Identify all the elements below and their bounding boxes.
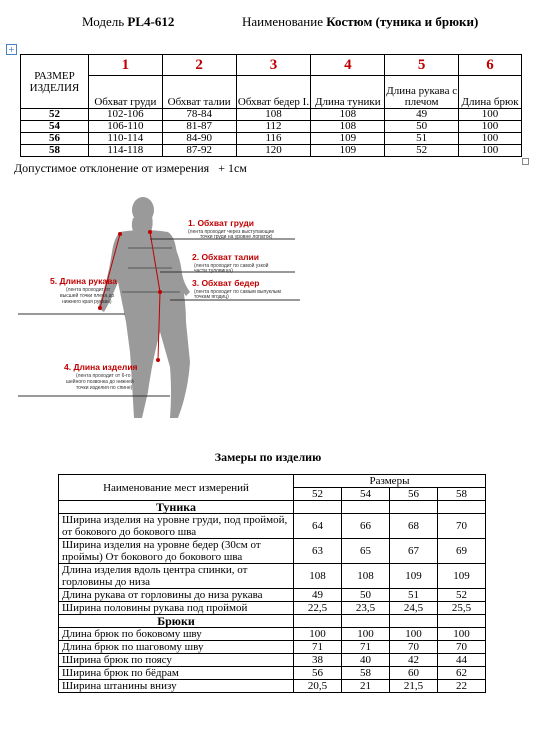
table-cell: 21,5 bbox=[390, 680, 438, 693]
product-name-label: Наименование bbox=[242, 14, 327, 29]
table-cell: 21 bbox=[342, 680, 390, 693]
table-cell: 71 bbox=[342, 641, 390, 654]
col-label: Длина туники bbox=[311, 76, 385, 109]
table-cell: 65 bbox=[342, 539, 390, 564]
table-cell: 78-84 bbox=[162, 109, 236, 121]
table-cell: 63 bbox=[294, 539, 342, 564]
table-cell: 68 bbox=[390, 514, 438, 539]
table-cell: 52 bbox=[438, 589, 486, 602]
label-length-desc: шейного позвонка до нижней bbox=[66, 379, 134, 385]
label-sleeve-desc: высшей точки плеча до bbox=[60, 293, 115, 299]
section-trousers: Брюки bbox=[59, 615, 294, 628]
tolerance-text: Допустимое отклонение от измерения bbox=[14, 161, 210, 175]
row-label: Ширина штанины внизу bbox=[59, 680, 294, 693]
size-col: 56 bbox=[390, 488, 438, 501]
table-cell: 87-92 bbox=[162, 145, 236, 157]
table-row bbox=[21, 109, 522, 121]
size-header: РАЗМЕР ИЗДЕЛИЯ bbox=[21, 55, 89, 109]
table-cell: 64 bbox=[294, 514, 342, 539]
label-length-desc: точки изделия по спине) bbox=[76, 385, 133, 391]
table-row bbox=[21, 121, 522, 133]
col-label: Длина рукава с плечом bbox=[385, 76, 459, 109]
table-row bbox=[21, 133, 522, 145]
table-cell: 23,5 bbox=[342, 602, 390, 615]
size-cell: 52 bbox=[21, 109, 89, 121]
row-label: Ширина изделия на уровне бедер (30см от проймы) От бокового до бокового шва bbox=[59, 539, 294, 564]
row-label: Ширина брюк по бёдрам bbox=[59, 667, 294, 680]
table-row bbox=[59, 564, 486, 589]
row-label: Длина рукава от горловины до низа рукава bbox=[59, 589, 294, 602]
measurement-figure bbox=[0, 192, 536, 424]
label-hips-title: 3. Обхват бедер bbox=[192, 278, 260, 288]
row-label: Ширина половины рукава под проймой bbox=[59, 602, 294, 615]
size-table bbox=[20, 54, 522, 157]
table-cell: 22 bbox=[438, 680, 486, 693]
table-cell: 50 bbox=[385, 121, 459, 133]
table-cell: 71 bbox=[294, 641, 342, 654]
name-header: Наименование мест измерений bbox=[59, 475, 294, 501]
col-label: Длина брюк bbox=[459, 76, 522, 109]
col-label: Обхват груди bbox=[88, 76, 162, 109]
label-length-desc: (лента проходит от 6-го bbox=[76, 373, 131, 379]
table-cell: 50 bbox=[342, 589, 390, 602]
table-cell: 42 bbox=[390, 654, 438, 667]
table-cell: 109 bbox=[390, 564, 438, 589]
table-cell: 102-106 bbox=[88, 109, 162, 121]
label-hips-desc: точкам ягодиц) bbox=[194, 294, 229, 300]
table-row bbox=[59, 514, 486, 539]
table-cell: 81-87 bbox=[162, 121, 236, 133]
label-hips-desc: (лента проходит по самым выпуклым bbox=[194, 289, 281, 295]
col-number: 3 bbox=[236, 55, 311, 76]
col-label: Обхват бедер I. bbox=[236, 76, 311, 109]
label-length-title: 4. Длина изделия bbox=[64, 362, 138, 372]
size-col: 52 bbox=[294, 488, 342, 501]
section-tunic: Туника bbox=[59, 501, 294, 514]
table-cell: 110-114 bbox=[88, 133, 162, 145]
measurements-title: Замеры по изделию bbox=[214, 450, 322, 464]
table-row bbox=[59, 641, 486, 654]
table-cell: 106-110 bbox=[88, 121, 162, 133]
label-sleeve-desc: нижнего края рукава) bbox=[62, 299, 112, 305]
label-chest-desc: (лента проходит через выступающие bbox=[188, 229, 275, 235]
label-waist-title: 2. Обхват талии bbox=[192, 252, 259, 262]
table-cell: 114-118 bbox=[88, 145, 162, 157]
row-label: Ширина брюк по поясу bbox=[59, 654, 294, 667]
table-cell: 49 bbox=[385, 109, 459, 121]
table-cell: 44 bbox=[438, 654, 486, 667]
label-sleeve-desc: (лента проходит от bbox=[66, 287, 111, 293]
product-name-heading bbox=[242, 14, 478, 30]
table-resize-handle[interactable] bbox=[522, 158, 529, 165]
table-cell: 25,5 bbox=[438, 602, 486, 615]
table-cell: 108 bbox=[236, 109, 311, 121]
sizes-header: Размеры bbox=[294, 475, 486, 488]
label-waist-desc: части туловища) bbox=[194, 268, 233, 274]
label-chest-title: 1. Обхват груди bbox=[188, 218, 254, 228]
table-cell: 60 bbox=[390, 667, 438, 680]
row-label: Длина изделия вдоль центра спинки, от горловины до низа bbox=[59, 564, 294, 589]
tolerance-note bbox=[14, 161, 247, 176]
table-row bbox=[59, 667, 486, 680]
table-cell: 100 bbox=[342, 628, 390, 641]
table-cell: 108 bbox=[342, 564, 390, 589]
table-row bbox=[59, 680, 486, 693]
table-row bbox=[59, 628, 486, 641]
table-cell: 66 bbox=[342, 514, 390, 539]
table-cell: 108 bbox=[311, 121, 385, 133]
table-cell: 69 bbox=[438, 539, 486, 564]
col-number: 5 bbox=[385, 55, 459, 76]
table-row bbox=[21, 145, 522, 157]
table-cell: 100 bbox=[459, 121, 522, 133]
measurements-table bbox=[58, 474, 486, 693]
table-cell: 70 bbox=[390, 641, 438, 654]
table-cell: 20,5 bbox=[294, 680, 342, 693]
table-cell: 109 bbox=[311, 145, 385, 157]
table-cell: 100 bbox=[459, 109, 522, 121]
table-cell: 22,5 bbox=[294, 602, 342, 615]
table-cell: 108 bbox=[311, 109, 385, 121]
table-cell: 40 bbox=[342, 654, 390, 667]
label-waist-desc: (лента проходит по самой узкой bbox=[194, 263, 269, 269]
col-number: 1 bbox=[88, 55, 162, 76]
table-cell: 49 bbox=[294, 589, 342, 602]
table-cell: 120 bbox=[236, 145, 311, 157]
label-chest-desc: точки груди на уровне лопаток) bbox=[200, 234, 273, 240]
table-cell: 56 bbox=[294, 667, 342, 680]
size-cell: 58 bbox=[21, 145, 89, 157]
table-cell: 109 bbox=[438, 564, 486, 589]
table-row bbox=[59, 589, 486, 602]
model-label: Модель bbox=[82, 14, 128, 29]
size-col: 54 bbox=[342, 488, 390, 501]
size-col: 58 bbox=[438, 488, 486, 501]
tolerance-value: + 1см bbox=[218, 161, 247, 175]
row-label: Длина брюк по боковому шву bbox=[59, 628, 294, 641]
table-cell: 51 bbox=[390, 589, 438, 602]
label-sleeve-title: 5. Длина рукава bbox=[50, 276, 117, 286]
table-cell: 38 bbox=[294, 654, 342, 667]
table-cell: 70 bbox=[438, 641, 486, 654]
table-cell: 58 bbox=[342, 667, 390, 680]
product-name-value: Костюм (туника и брюки) bbox=[326, 14, 479, 29]
table-row bbox=[59, 654, 486, 667]
row-label: Ширина изделия на уровне груди, под проймой, от бокового до бокового шва bbox=[59, 514, 294, 539]
table-cell: 100 bbox=[459, 145, 522, 157]
row-label: Длина брюк по шаговому шву bbox=[59, 641, 294, 654]
table-cell: 100 bbox=[390, 628, 438, 641]
size-cell: 56 bbox=[21, 133, 89, 145]
model-heading bbox=[82, 14, 174, 30]
table-row bbox=[59, 539, 486, 564]
table-cell: 70 bbox=[438, 514, 486, 539]
col-number: 6 bbox=[459, 55, 522, 76]
table-cell: 62 bbox=[438, 667, 486, 680]
table-cell: 108 bbox=[294, 564, 342, 589]
col-label: Обхват талии bbox=[162, 76, 236, 109]
table-move-handle-icon[interactable]: + bbox=[6, 44, 17, 55]
table-cell: 24,5 bbox=[390, 602, 438, 615]
col-number: 2 bbox=[162, 55, 236, 76]
table-cell: 100 bbox=[438, 628, 486, 641]
model-value: PL4-612 bbox=[127, 14, 175, 29]
table-cell: 51 bbox=[385, 133, 459, 145]
table-cell: 84-90 bbox=[162, 133, 236, 145]
size-cell: 54 bbox=[21, 121, 89, 133]
table-cell: 52 bbox=[385, 145, 459, 157]
table-cell: 116 bbox=[236, 133, 311, 145]
table-cell: 100 bbox=[459, 133, 522, 145]
col-number: 4 bbox=[311, 55, 385, 76]
table-cell: 100 bbox=[294, 628, 342, 641]
table-row bbox=[59, 602, 486, 615]
table-cell: 112 bbox=[236, 121, 311, 133]
table-cell: 67 bbox=[390, 539, 438, 564]
table-cell: 109 bbox=[311, 133, 385, 145]
